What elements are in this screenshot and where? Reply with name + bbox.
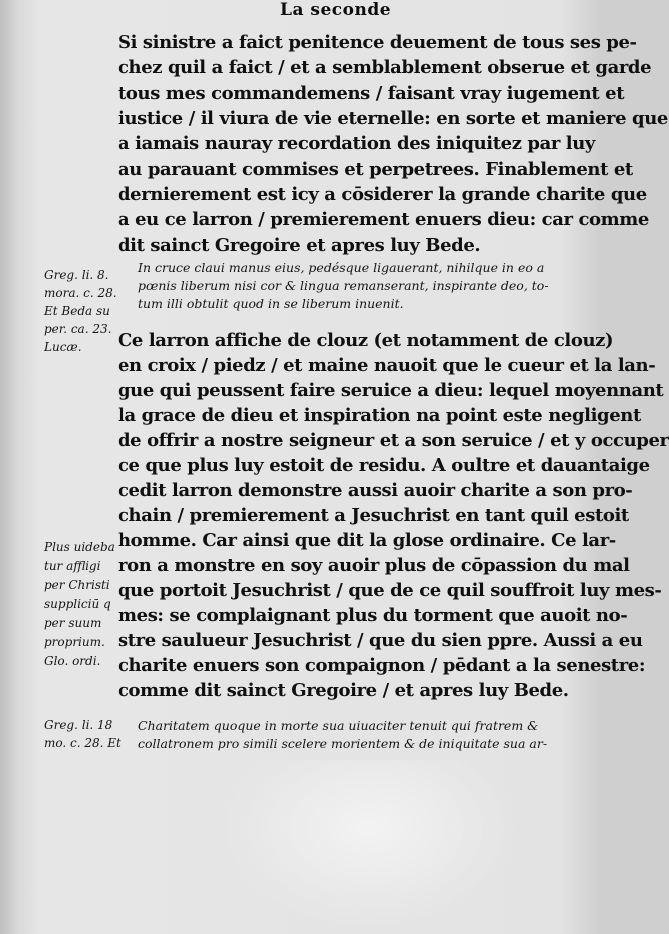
- latin-line: pœnis liberum nisi cor & lingua remanserant, inspirante deo, to-: [138, 278, 549, 293]
- latin-line: Charitatem quoque in morte sua uiuaciter tenuit qui fratrem &: [138, 718, 539, 733]
- text-line: Ce larron affiche de clouz (et notamment de clouz): [118, 330, 614, 351]
- margin-line: Lucæ.: [44, 340, 82, 354]
- text-line: que portoit Jesuchrist / que de ce quil souffroit luy mes-: [118, 580, 662, 601]
- text-line: ce que plus luy estoit de residu. A oultre et dauantaige: [118, 455, 650, 476]
- margin-line: mora. c. 28.: [44, 286, 117, 300]
- text-line: chain / premierement a Jesuchrist en tant quil estoit: [118, 505, 629, 526]
- margin-line: mo. c. 28. Et: [44, 736, 121, 750]
- text-line: la grace de dieu et inspiration na point este negligent: [118, 405, 641, 426]
- text-line: tous mes commandemens / faisant vray iugement et: [118, 83, 625, 104]
- margin-line: Greg. li. 18: [44, 718, 113, 732]
- running-head: La seconde: [280, 0, 392, 20]
- latin-line: In cruce claui manus eius, pedésque ligauerant, nihilque in eo a: [138, 260, 545, 275]
- text-line: Si sinistre a faict penitence deuement de tous ses pe-: [118, 32, 637, 53]
- margin-line: per Christi: [44, 578, 110, 592]
- margin-line: tur affligi: [44, 559, 101, 573]
- margin-line: per suum: [44, 616, 102, 630]
- text-line: homme. Car ainsi que dit la glose ordinaire. Ce lar-: [118, 530, 616, 551]
- text-line: cedit larron demonstre aussi auoir charite a son pro-: [118, 480, 633, 501]
- text-line: gue qui peussent faire seruice a dieu: lequel moyennant: [118, 380, 664, 401]
- latin-line: tum illi obtulit quod in se liberum inuenit.: [138, 296, 404, 311]
- margin-line: Et Beda su: [44, 304, 110, 318]
- text-line: a eu ce larron / premierement enuers dieu: car comme: [118, 209, 649, 230]
- margin-line: Glo. ordi.: [44, 654, 101, 668]
- text-line: de offrir a nostre seigneur et a son seruice / et y occuper: [118, 430, 669, 451]
- margin-line: per. ca. 23.: [44, 322, 112, 336]
- text-line: iustice / il viura de vie eternelle: en sorte et maniere que: [118, 108, 668, 129]
- text-line: ron a monstre en soy auoir plus de cōpassion du mal: [118, 555, 630, 576]
- text-line: chez quil a faict / et a semblablement obserue et garde: [118, 57, 652, 78]
- text-line: mes: se complaignant plus du torment que auoit no-: [118, 605, 628, 626]
- paper-stain: [220, 760, 520, 930]
- text-line: dit sainct Gregoire et apres luy Bede.: [118, 235, 481, 256]
- margin-line: proprium.: [44, 635, 105, 649]
- margin-line: suppliciū q: [44, 597, 111, 611]
- text-line: en croix / piedz / et maine nauoit que le cueur et la lan-: [118, 355, 656, 376]
- text-line: dernierement est icy a cōsiderer la grande charite que: [118, 184, 647, 205]
- text-line: a iamais nauray recordation des iniquitez par luy: [118, 133, 595, 154]
- latin-line: collatronem pro simili scelere morientem & de iniquitate sua ar-: [138, 736, 548, 751]
- margin-line: Greg. li. 8.: [44, 268, 109, 282]
- text-line: comme dit sainct Gregoire / et apres luy Bede.: [118, 680, 569, 701]
- text-line: stre saulueur Jesuchrist / que du sien ppre. Aussi a eu: [118, 630, 643, 651]
- text-line: charite enuers son compaignon / pēdant a la senestre:: [118, 655, 646, 676]
- text-line: au parauant commises et perpetrees. Finablement et: [118, 159, 633, 180]
- margin-line: Plus uideba: [44, 540, 115, 554]
